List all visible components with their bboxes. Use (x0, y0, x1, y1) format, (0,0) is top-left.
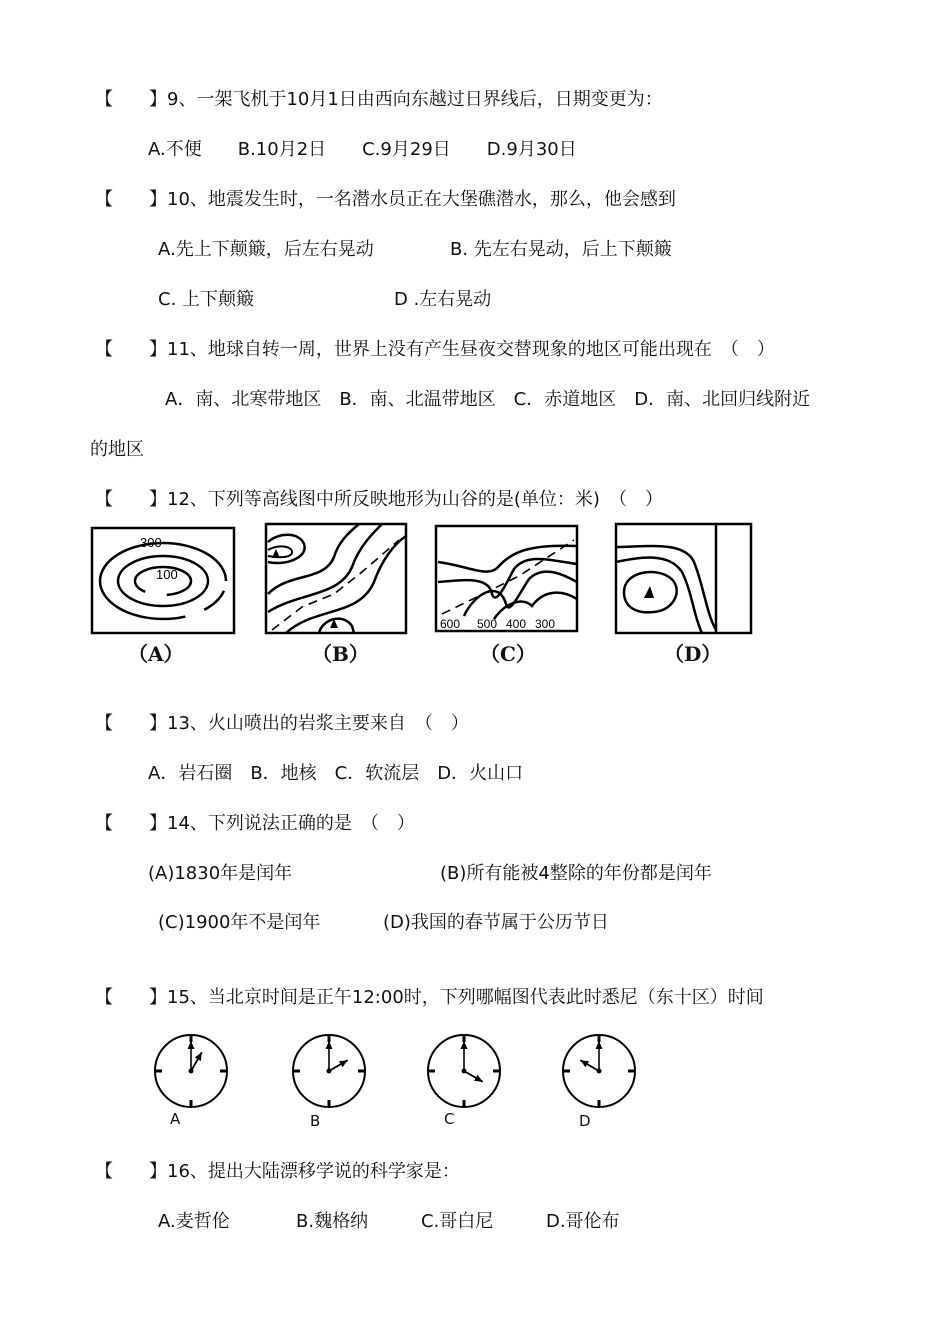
q11-stem: 【 】11、地球自转一周，世界上没有产生昼夜交替现象的地区可能出现在 （ ） (95, 339, 775, 360)
q14-option-b: (B)所有能被4整除的年份都是闰年 (440, 863, 712, 884)
contour-label: 300 (535, 617, 556, 631)
q14-option-d: (D)我国的春节属于公历节日 (383, 912, 609, 933)
clock-faces (145, 1025, 655, 1119)
clock-center (327, 1069, 332, 1074)
contour-map-c (434, 524, 580, 634)
contour-label: 100 (156, 567, 178, 582)
q16-option-c: C.哥白尼 (421, 1211, 494, 1232)
q11-options: A．南、北寒带地区 B．南、北温带地区 C．赤道地区 D．南、北回归线附近 (165, 389, 811, 410)
clock-a (155, 1035, 227, 1107)
clock-c (428, 1035, 500, 1107)
minute-hand-tip (188, 1041, 195, 1049)
minute-hand-tip (326, 1041, 333, 1049)
clock-label-b: B (310, 1112, 321, 1130)
q14-stem: 【 】14、下列说法正确的是 （ ） (95, 813, 415, 834)
q13-stem: 【 】13、火山喷出的岩浆主要来自 （ ） (95, 713, 469, 734)
contour-label: 600 (440, 617, 461, 631)
q14-option-a: (A)1830年是闰年 (148, 863, 293, 884)
q9-stem: 【 】9、一架飞机于10月1日由西向东越过日界线后，日期变更为： (95, 89, 663, 110)
q9-options: A.不便 B.10月2日 C.9月29日 D.9月30日 (148, 139, 577, 160)
contour-caption-c: （C） (480, 642, 536, 666)
contour-map-d (614, 522, 754, 636)
clock-b (293, 1035, 365, 1107)
contour-label: 400 (506, 617, 527, 631)
contour-label: 500 (477, 617, 498, 631)
minute-hand-tip (461, 1041, 468, 1049)
q13-options: A．岩石圈 B．地核 C．软流层 D．火山口 (148, 763, 524, 784)
q12-stem: 【 】12、下列等高线图中所反映地形为山谷的是(单位：米) （ ） (95, 489, 663, 510)
contour-caption-a: （A） (128, 642, 184, 666)
q14-option-c: (C)1900年不是闰年 (158, 912, 321, 933)
clock-center (462, 1069, 467, 1074)
q10-option-d: D .左右晃动 (394, 289, 492, 310)
q10-option-c: C. 上下颠簸 (158, 289, 255, 310)
clock-label-d: D (579, 1112, 591, 1130)
clock-label-a: A (170, 1110, 181, 1128)
contour-label: 300 (140, 535, 162, 550)
q16-option-d: D.哥伦布 (546, 1211, 620, 1232)
contour-caption-b: （B） (312, 642, 369, 666)
clock-d (563, 1035, 635, 1107)
q10-option-a: A.先上下颠簸，后左右晃动 (158, 239, 374, 260)
contour-map-a (90, 526, 236, 636)
q10-option-b: B. 先左右晃动，后上下颠簸 (450, 239, 672, 260)
minute-hand-tip (596, 1041, 603, 1049)
q16-option-a: A.麦哲伦 (158, 1211, 230, 1232)
contour-caption-d: （D） (664, 642, 722, 666)
clock-center (597, 1069, 602, 1074)
q15-stem: 【 】15、当北京时间是正午12:00时，下列哪幅图代表此时悉尼（东十区）时间 (95, 987, 764, 1008)
clock-label-c: C (444, 1110, 455, 1128)
q11-options-wrap: 的地区 (90, 439, 144, 460)
clock-center (189, 1069, 194, 1074)
q16-stem: 【 】16、提出大陆漂移学说的科学家是： (95, 1161, 460, 1182)
q16-option-b: B.魏格纳 (296, 1211, 369, 1232)
q10-stem: 【 】10、地震发生时，一名潜水员正在大堡礁潜水，那么，他会感到 (95, 189, 676, 210)
contour-map-b (264, 522, 409, 636)
